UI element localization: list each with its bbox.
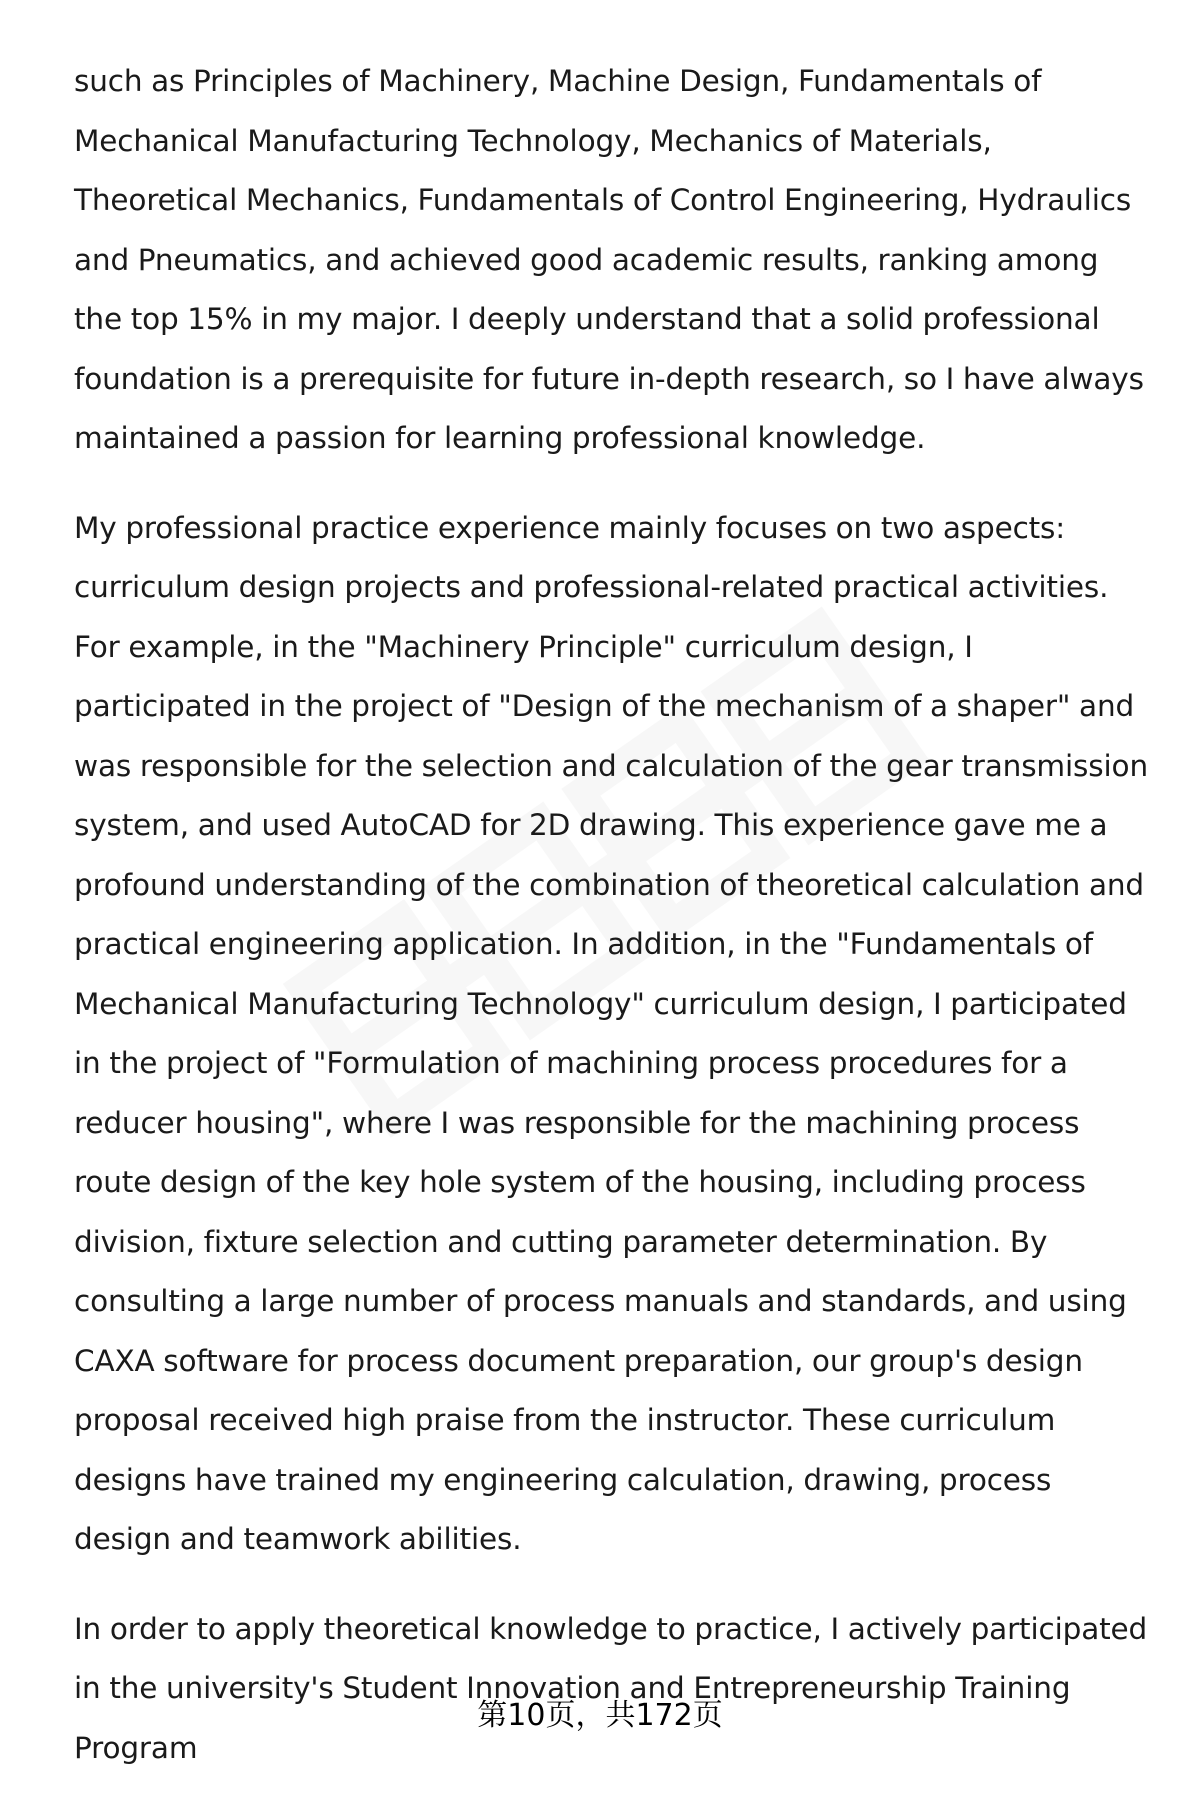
paragraph-coursework: such as Principles of Machinery, Machine Design, Fundamentals of Mechanical Manufacturing Technology, Mechanics of Materials, Theoretical Mechanics, Fundamentals of Control Engineering, Hydraulics and Pneumatics, and achieved good academic results, ranking among the top 15% in my major. I deeply understand that a solid professional foundation is a prerequisite for future in-depth research, so I have always maintained a passion for learning professional knowledge. [74,64,1144,455]
paragraph-practice-experience: My professional practice experience mainly focuses on two aspects: curriculum design projects and professional-related practical activities. For example, in the "Machinery Principle" curriculum design, I participated in the project of "Design of the mechanism of a shaper" and was responsible for the selection and calculation of the gear transmission system, and used AutoCAD for 2D drawing. This experience gave me a profound understanding of the combination of theoretical calculation and practical engineering application. In addition, in the "Fundamentals of Mechanical Manufacturing Technology" curriculum design, I participated in the project of "Formulation of machining process procedures for a reducer housing", where I was responsible for the machining process route design of the key hole system of the housing, including process division, fixture selection and cutting parameter determination. By consulting a large number of process manuals and standards, and using CAXA software for process document preparation, our group's design proposal received high praise from the instructor. These curriculum designs have trained my engineering calculation, drawing, process design and teamwork abilities. [74,510,1148,1556]
document-page [74,52,1154,1808]
page-number-footer: 第10页，共172页 [477,1698,723,1733]
paragraph-innovation-program: In order to apply theoretical knowledge to practice, I actively participated in the university's Student Innovation and Entrepreneurship Training Program [74,1611,1148,1765]
